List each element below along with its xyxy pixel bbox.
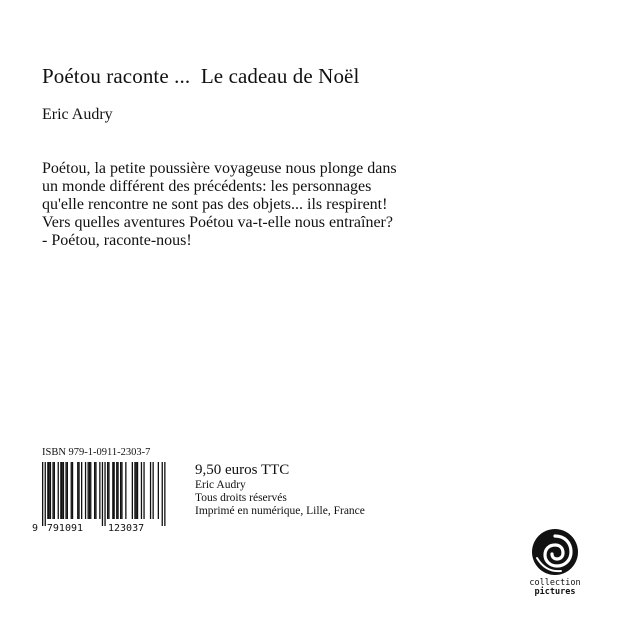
collection-logo [520, 528, 590, 604]
blurb-line: qu'elle rencontre ne sont pas des objets... ils respirent! [42, 196, 388, 213]
barcode-bar [67, 462, 68, 519]
barcode-bar [62, 462, 63, 519]
barcode-bar [153, 462, 154, 519]
price-label: 9,50 euros TTC [195, 462, 290, 478]
logo-line-collection: collection [529, 578, 581, 588]
barcode-bar [134, 462, 135, 519]
barcode-bar [94, 462, 95, 519]
barcode-bar [104, 462, 105, 526]
barcode-bar [99, 462, 100, 519]
publisher-info [195, 479, 365, 518]
barcode-bar [90, 462, 91, 519]
isbn-label: ISBN 979-1-0911-2303-7 [42, 447, 151, 458]
barcode-bar [132, 462, 133, 519]
book-title: Poétou raconte ... Le cadeau de Noël [42, 64, 360, 88]
barcode-bar [117, 462, 118, 519]
barcode-bar [121, 462, 122, 519]
barcode-bar [107, 462, 108, 519]
barcode-bar [137, 462, 138, 519]
barcode-bar [72, 462, 73, 519]
barcode-bar [52, 462, 53, 519]
blurb-line: - Poétou, raconte-nous! [42, 232, 192, 249]
barcode-bar [49, 462, 50, 519]
blurb-line: Poétou, la petite poussière voyageuse nous plonge dans [42, 160, 397, 177]
barcode-bar [164, 462, 165, 526]
barcode-bar [60, 462, 61, 519]
barcode-bar [150, 462, 151, 519]
info-rights: Tous droits réservés [195, 492, 287, 504]
barcode-bar [102, 462, 103, 526]
barcode-bar [112, 462, 113, 519]
blurb-line: un monde différent des précédents: les personnages [42, 178, 372, 195]
info-author: Eric Audry [195, 479, 246, 491]
barcode-bar [88, 462, 89, 519]
barcode-bar [158, 462, 159, 519]
barcode-bar [58, 462, 59, 519]
barcode-bar [42, 462, 43, 526]
barcode-bar [78, 462, 79, 519]
barcode-digits: 9 [32, 523, 39, 534]
barcode-bar [95, 462, 96, 519]
barcode-bar [141, 462, 142, 519]
barcode-digits: 123037 [108, 523, 145, 534]
barcode-bar [65, 462, 66, 519]
spiral-logo-icon [531, 528, 579, 576]
logo-line-pictures: pictures [534, 587, 576, 597]
barcode-bar [81, 462, 82, 519]
info-printed: Imprimé en numérique, Lille, France [195, 505, 365, 517]
barcode-bar [77, 462, 78, 519]
isbn-barcode [30, 462, 175, 534]
barcode-bar [143, 462, 144, 519]
barcode-bar [54, 462, 55, 519]
barcode-bar [125, 462, 126, 519]
barcode-bar [71, 462, 72, 519]
book-author: Eric Audry [42, 106, 113, 123]
book-blurb [42, 160, 482, 250]
barcode-bar [114, 462, 115, 519]
barcode-bar [63, 462, 64, 519]
barcode-bar [116, 462, 117, 519]
barcode-bar [45, 462, 46, 526]
barcode-bar [85, 462, 86, 519]
barcode-bar [136, 462, 137, 519]
barcode-digits: 791091 [46, 523, 84, 534]
barcode-bar [162, 462, 163, 526]
barcode-bar [108, 462, 109, 519]
blurb-line: Vers quelles aventures Poétou va-t-elle nous entraîner? [42, 214, 393, 231]
barcode-bar [47, 462, 48, 519]
barcode-bar [120, 462, 121, 519]
barcode-bar [89, 462, 90, 519]
barcode-bar [50, 462, 51, 519]
